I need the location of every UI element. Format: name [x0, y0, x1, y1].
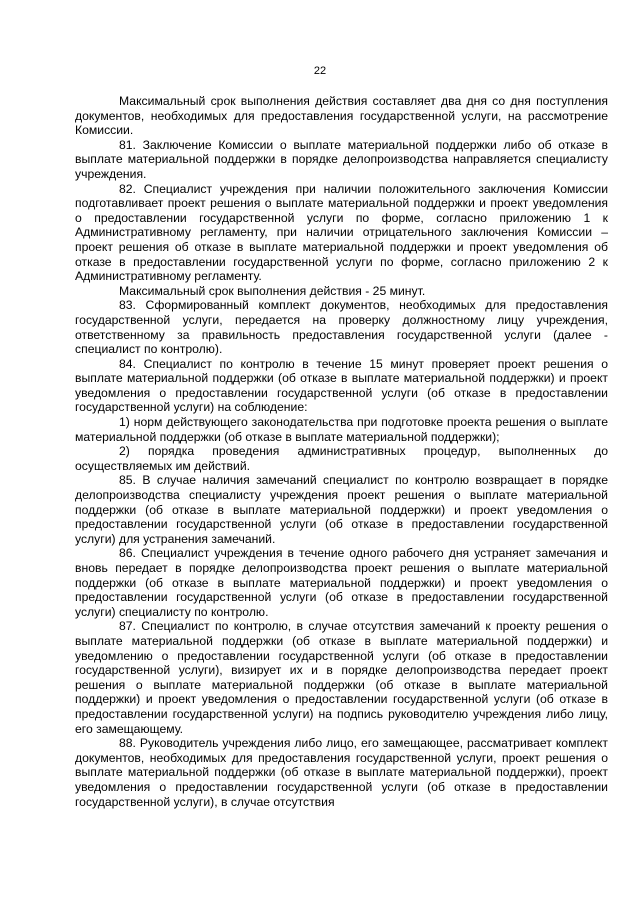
paragraph-84-item-2: 2) порядка проведения административных процедур, выполненных до осуществляемых им действий. [75, 444, 608, 473]
paragraph-83: 83. Сформированный комплект документов, необходимых для предоставления государственной услуги, передается на проверку должностному лицу учреждения, ответственному за правильность предоставления государственной услуги (далее - специалист по контролю). [75, 298, 608, 357]
paragraph-81: 81. Заключение Комиссии о выплате материальной поддержки либо об отказе в выплате материальной поддержки в порядке делопроизводства направляется специалисту учреждения. [75, 137, 608, 181]
paragraph-max-term-commission: Максимальный срок выполнения действия составляет два дня со дня поступления документов, необходимых для предоставления государственной услуги, на рассмотрение Комиссии. [75, 94, 608, 138]
paragraph-84-item-1: 1) норм действующего законодательства при подготовке проекта решения о выплате материальной поддержки (об отказе в выплате материальной поддержки); [75, 415, 608, 444]
paragraph-86: 86. Специалист учреждения в течение одного рабочего дня устраняет замечания и вновь передает в порядке делопроизводства проект решения о выплате материальной поддержки (об отказе в выплате материальной поддержки) и проект уведомления о предоставлении государственной услуги (об отказе в предоставлении государственной услуги) специалисту по контролю. [75, 546, 608, 619]
paragraph-max-term-25-min: Максимальный срок выполнения действия - 25 минут. [119, 283, 426, 298]
document-body [75, 94, 608, 809]
paragraph-84: 84. Специалист по контролю в течение 15 минут проверяет проект решения о выплате материальной поддержки (об отказе в выплате материальной поддержки) и проект уведомления о предоставлении государственной услуги (об отказе в предоставлении государственной услуги) на соблюдение: [75, 356, 608, 415]
paragraph-87: 87. Специалист по контролю, в случае отсутствия замечаний к проекту решения о выплате материальной поддержки (об отказе в выплате материальной поддержки) и уведомлению о предоставлении государственной услуги (об отказе в предоставлении государственной услуги), визирует их и в порядке делопроизводства передает проект решения о выплате материальной поддержки (об отказе в выплате материальной поддержки) и проект уведомления о предоставлении государственной услуги (об отказе в предоставлении государственной услуги) на подпись руководителю учреждения либо лицу, его замещающему. [75, 619, 608, 736]
paragraph-88: 88. Руководитель учреждения либо лицо, его замещающее, рассматривает комплект документов, необходимых для предоставления государственной услуги, проект решения о выплате материальной поддержки (об отказе в выплате материальной поддержки), проект уведомления о предоставлении государственной услуги (об отказе в предоставлении государственной услуги), в случае отсутствия [75, 736, 608, 809]
paragraph-82: 82. Специалист учреждения при наличии положительного заключения Комиссии подготавливает проект решения о выплате материальной поддержки и проект уведомления о предоставлении государственной услуги по форме, согласно приложению 1 к Административному регламенту, при наличии отрицательного заключения Комиссии – проект решения об отказе в выплате материальной поддержки и проект уведомления об отказе в предоставлении государственной услуги по форме, согласно приложению 2 к Административному регламенту. [75, 181, 608, 284]
page-number: 22 [313, 65, 327, 77]
paragraph-85: 85. В случае наличия замечаний специалист по контролю возвращает в порядке делопроизводства специалисту учреждения проект решения о выплате материальной поддержки (об отказе в выплате материальной поддержки) и проект уведомления о предоставлении государственной услуги (об отказе в предоставлении государственной услуги) для устранения замечаний. [75, 473, 608, 546]
